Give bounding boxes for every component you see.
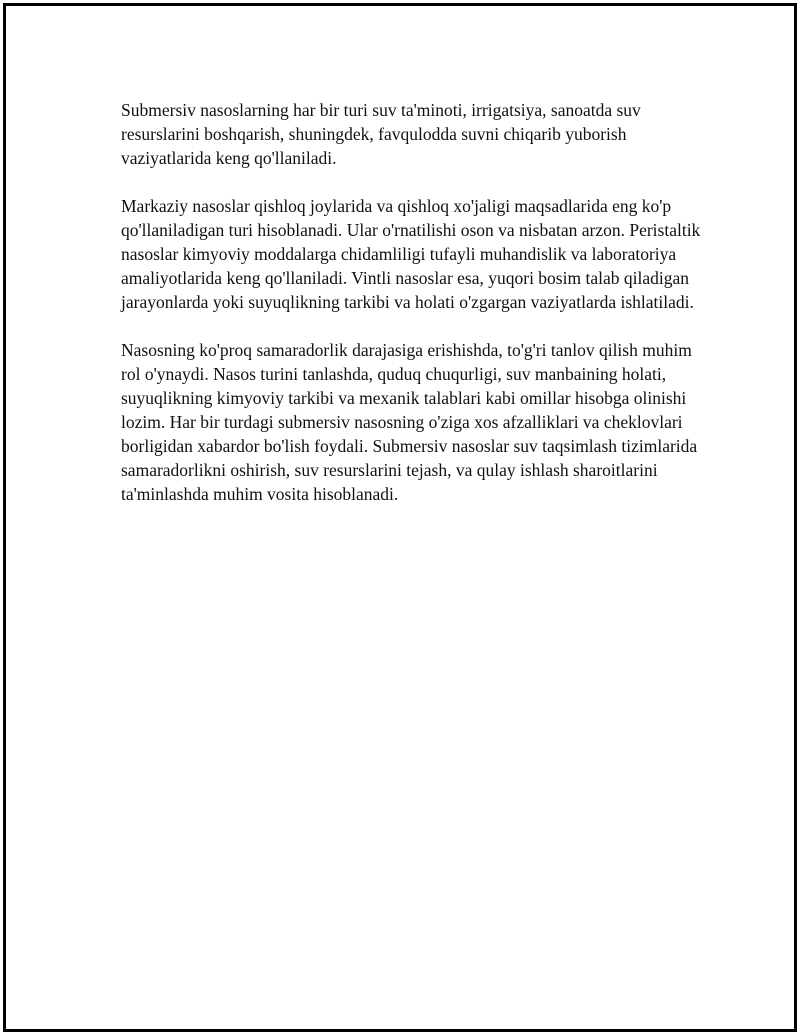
paragraph-2: Markaziy nasoslar qishloq joylarida va qishloq xo'jaligi maqsadlarida eng ko'p qo'llaniladigan turi hisoblanadi. Ular o'rnatilishi oson va nisbatan arzon. Peristaltik nasoslar kimyoviy moddalarga chidamliligi tufayli muhandislik va laboratoriya amaliyotlarida keng qo'llaniladi. Vintli nasoslar esa, yuqori bosim talab qiladigan jarayonlarda yoki suyuqlikning tarkibi va holati o'zgargan vaziyatlarda ishlatiladi. xyxy=(121,196,701,312)
document-page xyxy=(3,3,797,1032)
paragraph-1: Submersiv nasoslarning har bir turi suv ta'minoti, irrigatsiya, sanoatda suv resurslarini boshqarish, shuningdek, favqulodda suvni chiqarib yuborish vaziyatlarida keng qo'llaniladi. xyxy=(121,100,641,168)
paragraph-3: Nasosning ko'proq samaradorlik darajasiga erishishda, to'g'ri tanlov qilish muhim rol o'ynaydi. Nasos turini tanlashda, quduq chuqurligi, suv manbaining holati, suyuqlikning kimyoviy tarkibi va mexanik talablari kabi omillar hisobga olinishi lozim. Har bir turdagi submersiv nasosning o'ziga xos afzalliklari va cheklovlari borligidan xabardor bo'lish foydali. Submersiv nasoslar suv taqsimlash tizimlarida samaradorlikni oshirish, suv resurslarini tejash, va qulay ishlash sharoitlarini ta'minlashda muhim vosita hisoblanadi. xyxy=(121,340,698,504)
document-body xyxy=(121,98,701,530)
